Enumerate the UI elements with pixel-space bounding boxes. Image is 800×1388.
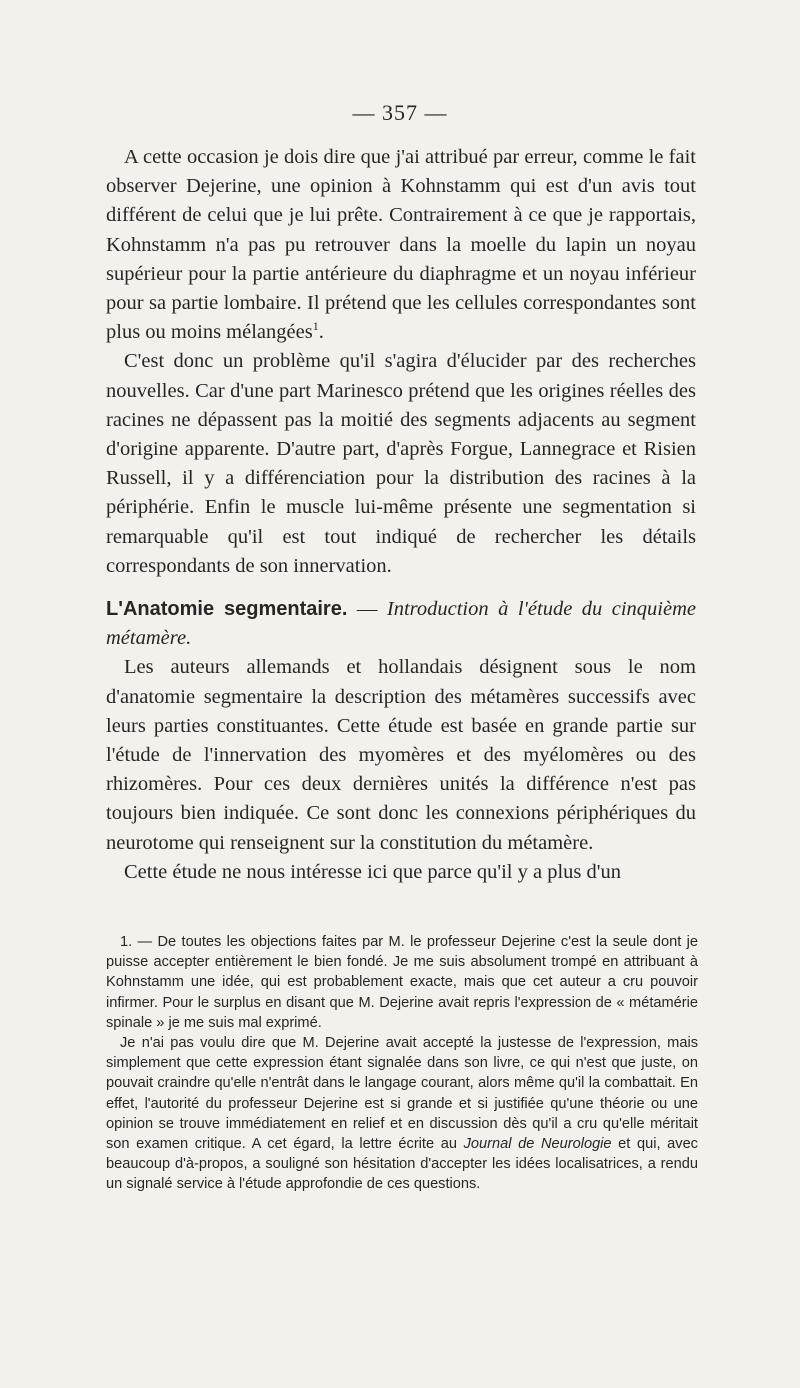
section-subtitle: Introduction à l'étude du cinquième métamère. <box>106 598 696 650</box>
section-heading <box>106 595 696 653</box>
page-number: — 357 — <box>352 100 448 125</box>
footnote-text: Je n'ai pas voulu dire que M. Dejerine avait accepté la justesse de l'expression, mais simplement que cette expression étant signalée dans son livre, ce qui n'est que juste, on pouvait craindre qu'elle n'entrât dans le langage courant, alors même qu'il la combattait. En effet, l'autorité du professeur Dejerine est si grande et si justifiée qu'une théorie ou une opinion se trouve immédiatement en relief et en discussion dès qu'il a cru qu'elle méritait son examen critique. A cet égard, la lettre écrite au <box>106 1035 698 1153</box>
heading-dash: — <box>347 598 387 621</box>
paragraph-text: A cette occasion je dois dire que j'ai attribué par erreur, comme le fait observer Dejerine, une opinion à Kohnstamm qui est d'un avis tout différent de celui que je lui prête. Contrairement à ce que je rapportais, Kohnstamm n'a pas pu retrouver dans la moelle du lapin un noyau supérieur pour la partie antérieure du diaphragme et un noyau inférieur pour sa partie lombaire. Il prétend que les cellules correspondantes sont plus ou moins mélangées <box>106 146 696 344</box>
journal-title: Journal de Neurologie <box>463 1136 612 1153</box>
paragraph: C'est donc un problème qu'il s'agira d'élucider par des recherches nouvelles. Car d'une part Marinesco prétend que les origines réelles des racines ne dépassent pas la moitié des segments adjacents au segment d'origine apparente. D'autre part, d'après Forgue, Lannegrace et Risien Russell, il y a différenciation pour la distribution des racines à la périphérie. Enfin le muscle lui-même présente une segmentation si remarquable qu'il est tout indiqué de rechercher les détails correspondants de son innervation. <box>106 350 696 577</box>
paragraph <box>106 143 696 347</box>
footnotes <box>106 932 698 1195</box>
footnote: 1. — De toutes les objections faites par M. le professeur Dejerine c'est la seule dont je puisse accepter entièrement le bien fondé. Je me suis absolument trompé en attribuant à Kohnstamm une idée, qui est probablement exacte, mais que cet auteur a cru pouvoir infirmer. Pour le surplus en disant que M. Dejerine avait repris l'expression de « métamérie spinale » je me suis mal exprimé. <box>106 934 698 1031</box>
main-text <box>106 143 696 887</box>
footnote-continuation <box>106 1033 698 1195</box>
footnote-text-end: et qui, avec beaucoup d'à-propos, a souligné son hésitation d'accepter les idées localisatrices, a rendu un signalé service à l'étude approfondie de ces questions. <box>106 1136 698 1193</box>
paragraph-end: . <box>318 321 324 344</box>
paragraph: Les auteurs allemands et hollandais désignent sous le nom d'anatomie segmentaire la description des métamères successifs avec leurs parties constituantes. Cette étude est basée en grande partie sur l'étude de l'innervation des myomères et des myélomères ou des rhizomères. Pour ces deux dernières unités la différence n'est pas toujours bien indiquée. Ce sont donc les connexions périphériques du neurotome qui renseignent sur la constitution du métamère. <box>106 656 696 854</box>
section-title: L'Anatomie segmentaire. <box>106 598 348 621</box>
footnote-ref[interactable]: 1 <box>312 319 319 334</box>
paragraph: Cette étude ne nous intéresse ici que parce qu'il y a plus d'un <box>124 860 621 883</box>
